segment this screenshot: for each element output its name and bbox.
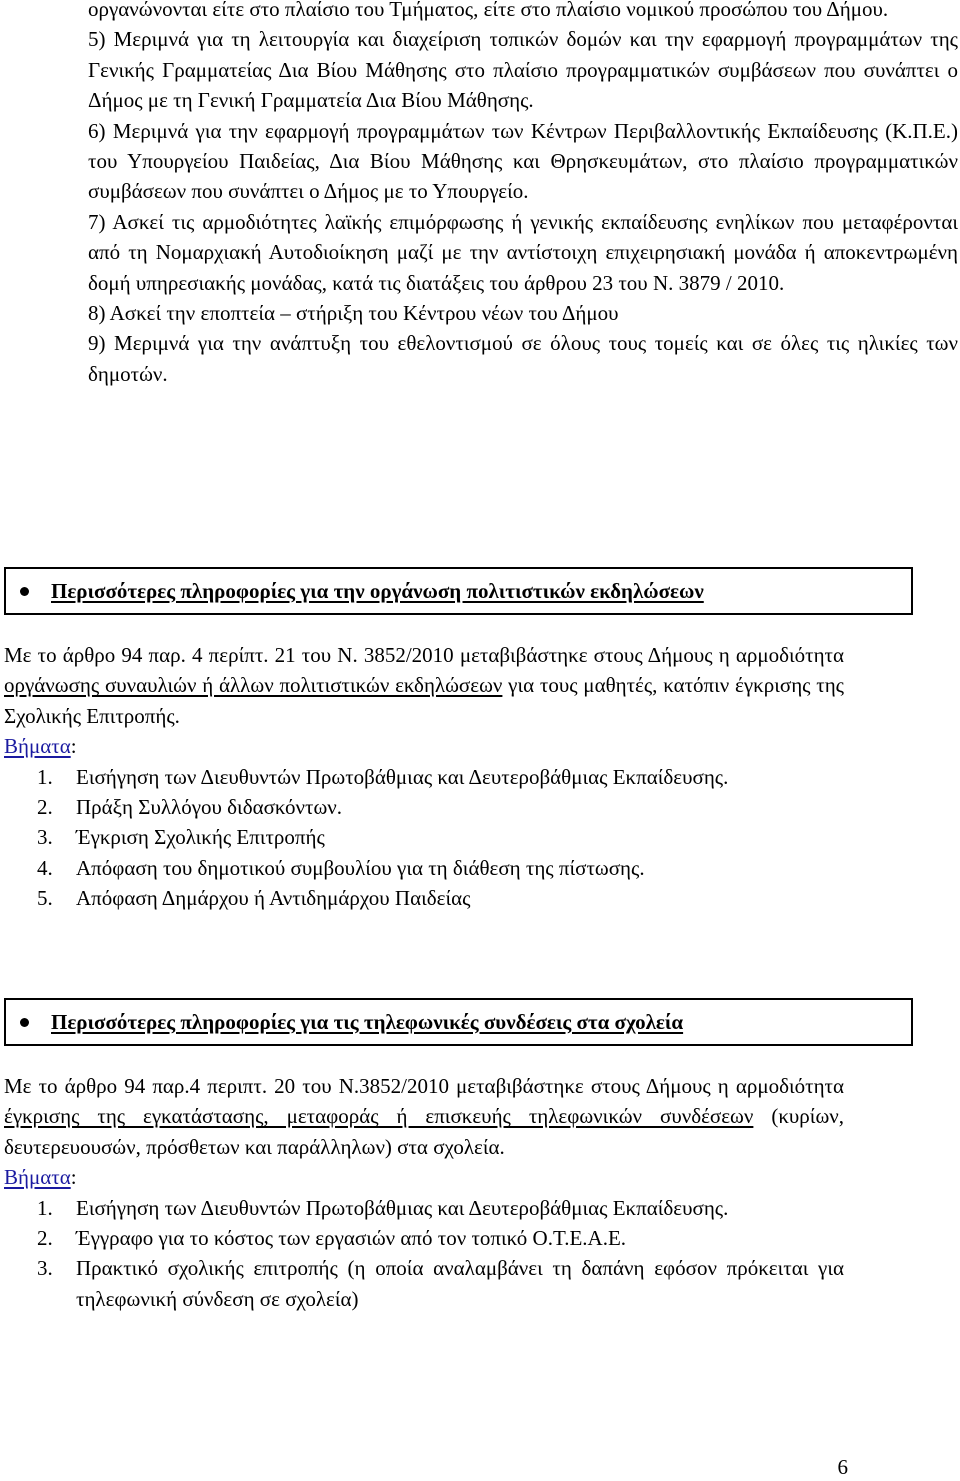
step-number: 1.: [37, 1195, 53, 1220]
step-text: Απόφαση του δημοτικού συμβουλίου για τη διάθεση της πίστωσης.: [76, 855, 645, 880]
step-number: 2.: [37, 1226, 53, 1251]
steps-colon: :: [70, 734, 77, 759]
step-item: [4, 883, 844, 913]
step-text: Απόφαση Δημάρχου ή Αντιδημάρχου Παιδείας: [76, 886, 471, 911]
list-item-9: 9) Μεριμνά για την ανάπτυξη του εθελοντισμού σε όλους τους τομείς και σε όλες τις ηλικίες των δημοτών.: [88, 331, 958, 386]
list-item-7: 7) Ασκεί τις αρμοδιότητες λαϊκής επιμόρφωσης ή γενικής εκπαίδευσης ενηλίκων που μεταφέρονται από τη Νομαρχιακή Αυτοδιοίκηση μαζί με την αντίστοιχη επιχειρησιακή μονάδα ή αποκεντρωμένη δομή υπηρεσιακής μονάδας, κατά τις διατάξεις του άρθρου 23 του Ν. 3879 / 2010.: [88, 209, 958, 295]
intro-underlined-text: έγκρισης της εγκατάστασης, μεταφοράς ή επισκευής τηλεφωνικών συνδέσεων: [4, 1104, 754, 1129]
steps-label: Βήματα: [4, 734, 71, 759]
step-item: [4, 1223, 844, 1253]
step-text: Εισήγηση των Διευθυντών Πρωτοβάθμιας και Δευτεροβάθμιας Εκπαίδευσης.: [76, 1195, 729, 1220]
page-number: 6: [837, 1455, 848, 1479]
bullet-icon: [20, 1018, 29, 1027]
section-cultural-events: [4, 640, 844, 914]
section-intro: [4, 1071, 844, 1162]
bullet-icon: [20, 587, 29, 596]
steps-colon: :: [70, 1165, 77, 1190]
step-text: Έγκριση Σχολικής Επιτροπής: [76, 825, 325, 850]
step-number: 3.: [37, 1256, 53, 1281]
list-item-fragment: οργανώνονται είτε στο πλαίσιο του Τμήματος, είτε στο πλαίσιο νομικού προσώπου του Δήμου.: [88, 0, 889, 21]
steps-label: Βήματα: [4, 1165, 71, 1190]
section-phone-connections: [4, 1071, 844, 1314]
step-number: 2.: [37, 795, 53, 820]
intro-text: Με το άρθρο 94 παρ. 4 περίπτ. 21 του Ν. 3852/2010 μεταβιβάστηκε στους Δήμους η αρμοδιότητα: [4, 643, 844, 667]
step-text: Πράξη Συλλόγου διδασκόντων.: [76, 795, 343, 820]
section-heading-title: Περισσότερες πληροφορίες για την οργάνωση πολιτιστικών εκδηλώσεων: [51, 578, 704, 603]
section-heading-box-cultural-events: [4, 567, 913, 615]
steps-heading: [4, 731, 844, 761]
step-item: [4, 762, 844, 792]
section-intro: [4, 640, 844, 731]
steps-list: [4, 762, 844, 914]
step-number: 5.: [37, 886, 53, 911]
step-number: 4.: [37, 855, 53, 880]
intro-text-end: για τους μαθητές, κατόπιν έγκρισης της Σχολικής Επιτροπής.: [4, 673, 844, 728]
step-number: 1.: [37, 764, 53, 789]
section-heading-box-phone-connections: [4, 998, 913, 1046]
intro-text-end: (κυρίων, δευτερευουσών, πρόσθετων και παράλληλων) στα σχολεία.: [4, 1104, 845, 1159]
step-number: 3.: [37, 825, 53, 850]
step-text: Έγγραφο για το κόστος των εργασιών από τον τοπικό Ο.Τ.Ε.Α.Ε.: [76, 1226, 627, 1251]
step-item: [4, 1253, 844, 1314]
intro-text: Με το άρθρο 94 παρ.4 περιπτ. 20 του Ν.3852/2010 μεταβιβάστηκε στους Δήμους η αρμοδιότητα: [4, 1074, 844, 1098]
steps-heading: [4, 1162, 844, 1192]
list-item-8: 8) Ασκεί την εποπτεία – στήριξη του Κέντρου νέων του Δήμου: [88, 301, 619, 326]
steps-list: [4, 1193, 844, 1315]
list-item-6: 6) Μεριμνά για την εφαρμογή προγραμμάτων των Κέντρων Περιβαλλοντικής Εκπαίδευσης (Κ.Π.Ε.) του Υπουργείου Παιδείας, Δια Βίου Μάθησης και Θρησκευμάτων, στο πλαίσιο προγραμματικών συμβάσεων που συνάπτει ο Δήμος με το Υπουργείο.: [88, 118, 958, 204]
step-item: [4, 1193, 844, 1223]
intro-underlined-text: οργάνωσης συναυλιών ή άλλων πολιτιστικών εκδηλώσεων: [4, 673, 503, 698]
list-item-5: 5) Μεριμνά για τη λειτουργία και διαχείριση τοπικών δομών και την εφαρμογή προγραμμάτων της Γενικής Γραμματείας Δια Βίου Μάθησης στο πλαίσιο προγραμματικών συμβάσεων που συνάπτει ο Δήμος με τη Γενική Γραμματεία Δια Βίου Μάθησης.: [88, 27, 958, 113]
step-item: [4, 853, 844, 883]
step-item: [4, 822, 844, 852]
step-text: Πρακτικό σχολικής επιτροπής (η οποία αναλαμβάνει τη δαπάνη εφόσον πρόκειται για τηλεφωνική σύνδεση σε σχολεία): [76, 1256, 844, 1311]
step-text: Εισήγηση των Διευθυντών Πρωτοβάθμιας και Δευτεροβάθμιας Εκπαίδευσης.: [76, 764, 729, 789]
step-item: [4, 792, 844, 822]
section-heading-title: Περισσότερες πληροφορίες για τις τηλεφωνικές συνδέσεις στα σχολεία: [51, 1009, 684, 1034]
responsibilities-list: [88, 0, 958, 389]
